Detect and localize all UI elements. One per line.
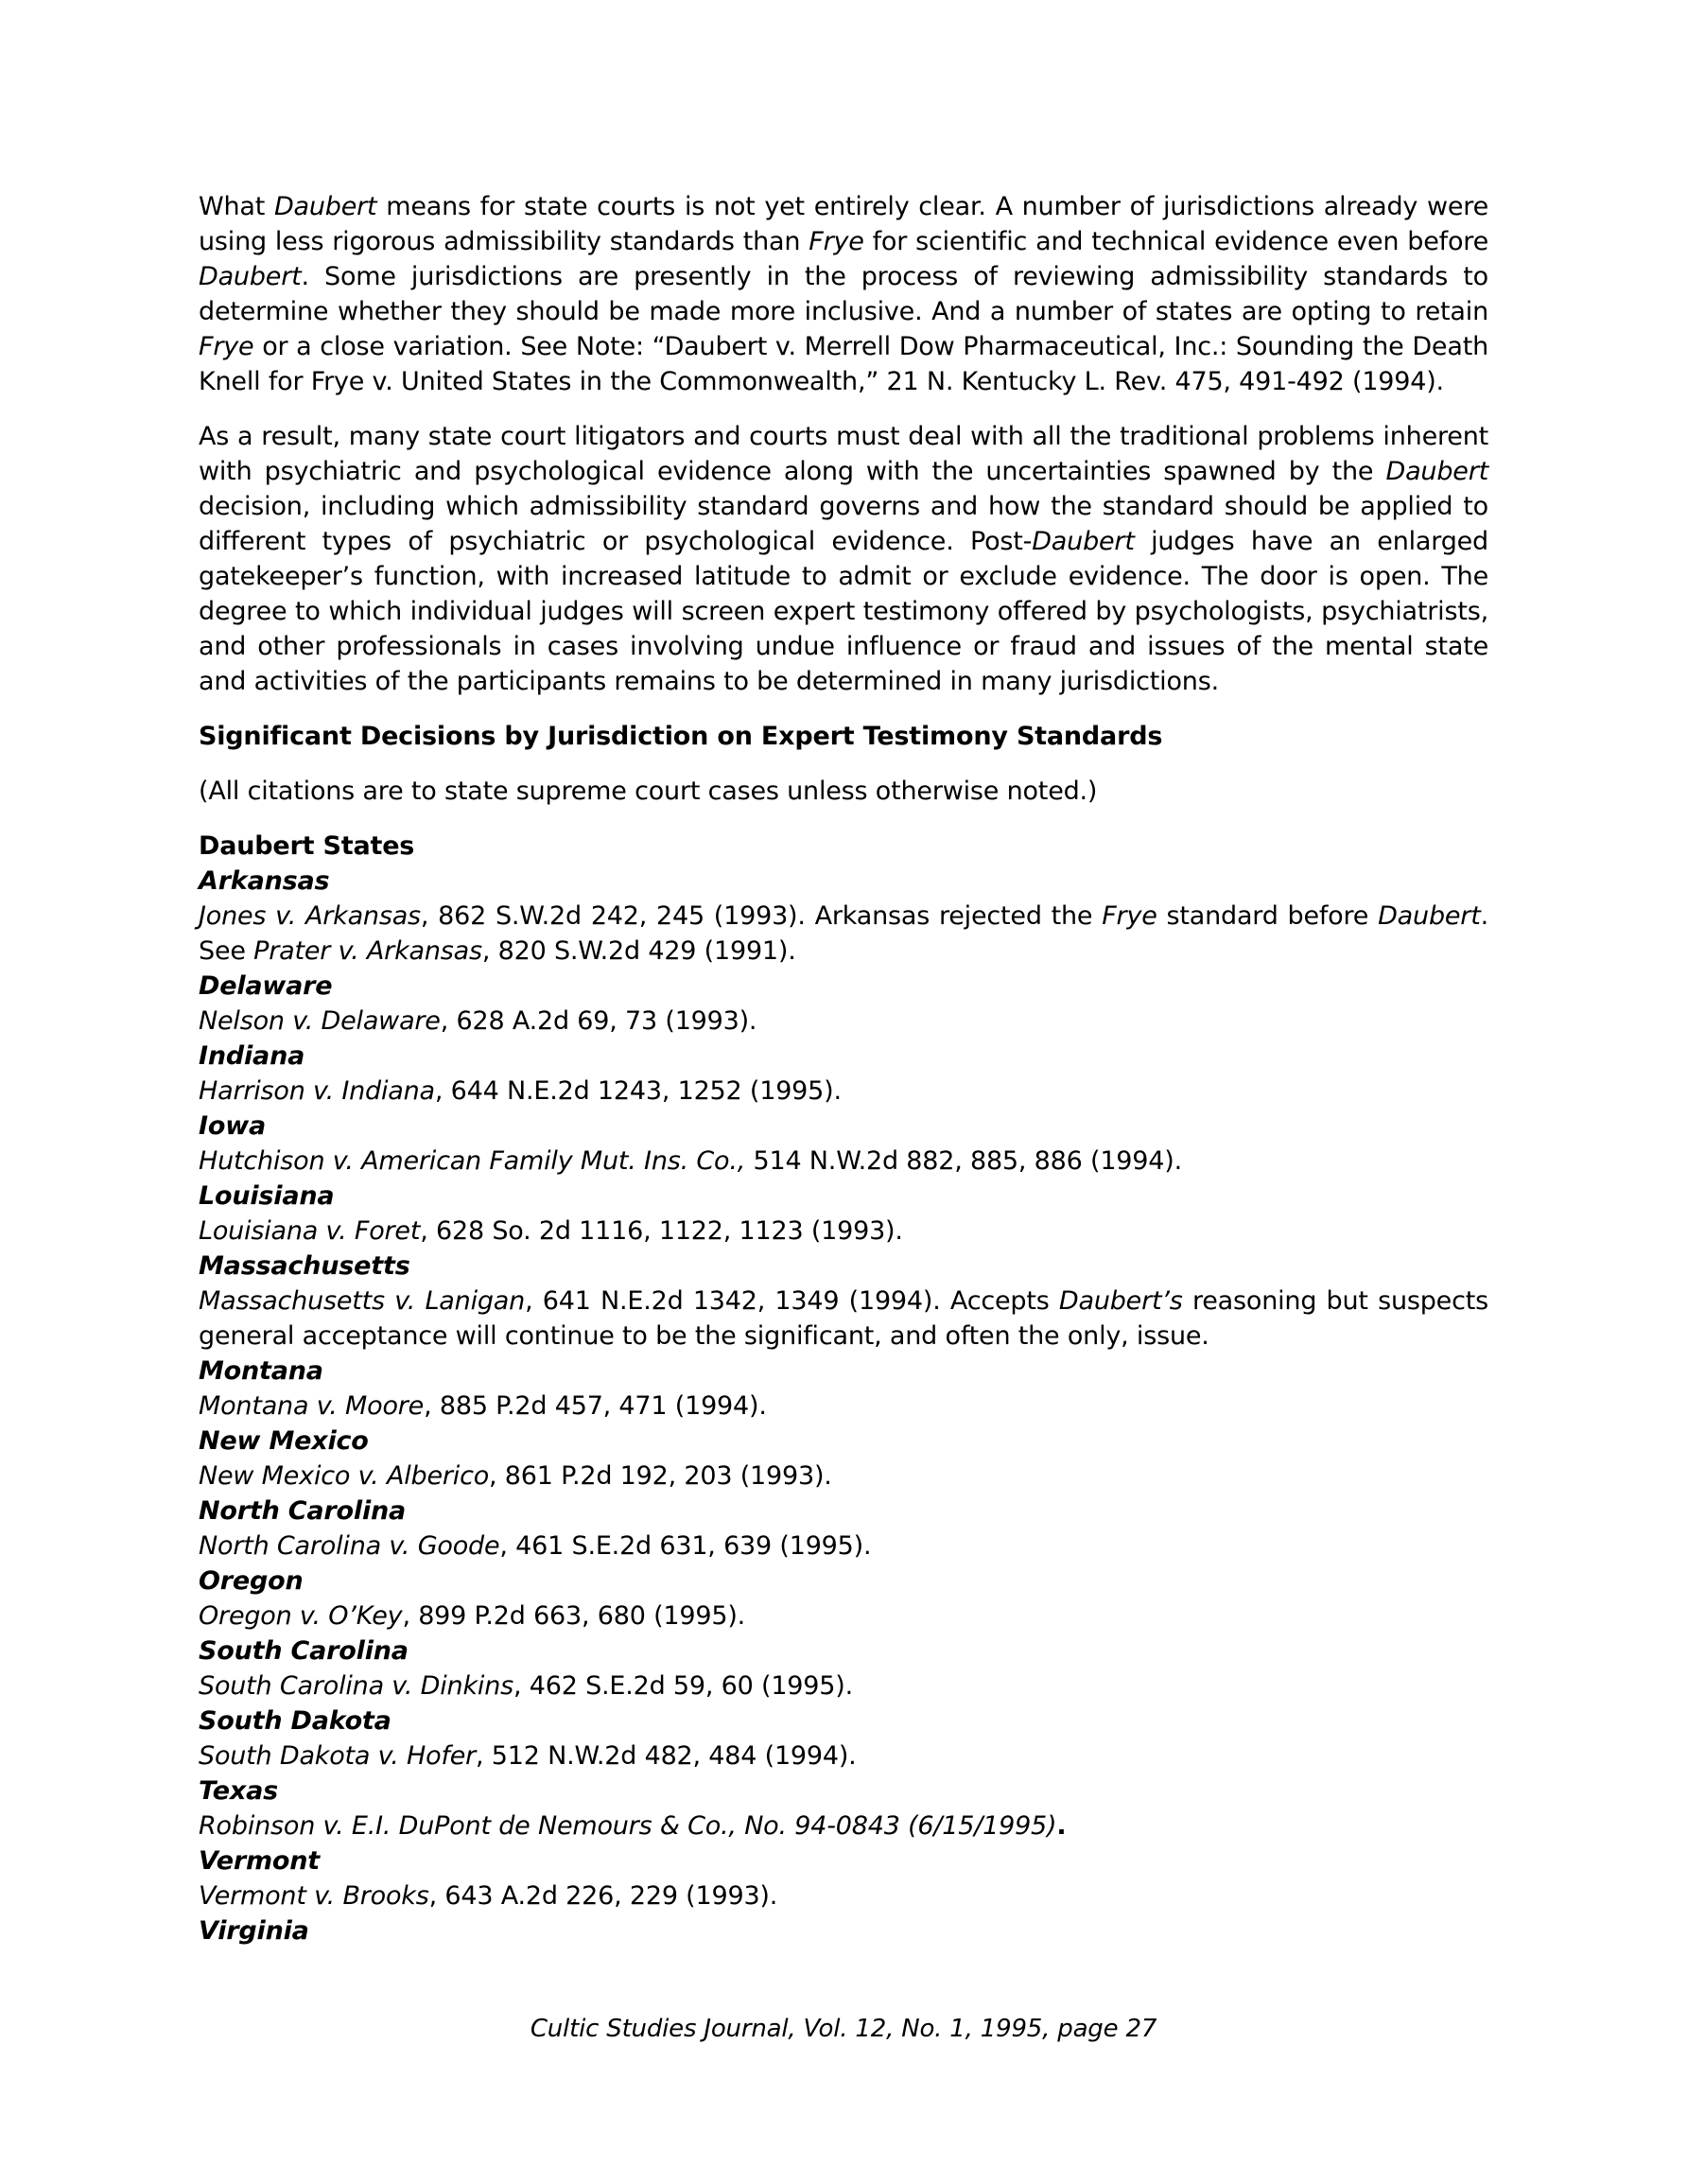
text-run: Daubert’s: [1058, 1286, 1183, 1316]
text-run: , 461 S.E.2d 631, 639 (1995).: [499, 1531, 872, 1561]
text-run: , 643 A.2d 226, 229 (1993).: [428, 1881, 778, 1911]
text-run: New Mexico: [199, 1426, 369, 1456]
text-run: , 885 P.2d 457, 471 (1994).: [424, 1391, 767, 1421]
section-heading: [199, 719, 1488, 754]
text-run: Montana v. Moore: [199, 1391, 425, 1421]
text-run: Daubert: [1032, 527, 1135, 556]
case-citation-oregon: [199, 1599, 1488, 1634]
text-run: .: [1056, 1811, 1067, 1841]
text-run: Virginia: [199, 1916, 309, 1946]
text-run: Significant Decisions by Jurisdiction on Expert Testimony Standards: [199, 722, 1163, 751]
text-run: Arkansas: [199, 866, 330, 896]
case-citation-louisiana: [199, 1214, 1488, 1249]
document-content: [199, 189, 1488, 1948]
text-run: . See: [199, 901, 1488, 966]
text-run: South Dakota v. Hofer: [199, 1741, 477, 1771]
text-run: Frye: [199, 332, 254, 361]
text-run: New Mexico v. Alberico: [199, 1461, 490, 1491]
text-run: , 641 N.E.2d 1342, 1349 (1994). Accepts: [525, 1286, 1059, 1316]
intro-paragraph-1: [199, 189, 1488, 399]
text-run: judges have an enlarged gatekeeper’s function, with increased latitude to admit or exclude evidence. The door is open. The degree to which individual judges will screen expert testimony offered by psychologists, psychiatrists, and other professionals in cases involving undue influence or fraud and issues of the mental state and activities of the participants remains to be determined in many jurisdictions.: [199, 527, 1488, 696]
text-run: Oregon: [199, 1566, 304, 1596]
text-run: Robinson v. E.I. DuPont de Nemours & Co., No. 94-0843 (6/15/1995): [199, 1811, 1057, 1841]
state-heading-oregon: [199, 1564, 1488, 1599]
text-run: North Carolina v. Goode: [199, 1531, 500, 1561]
state-heading-north-carolina: [199, 1494, 1488, 1529]
text-run: Harrison v. Indiana: [199, 1076, 435, 1106]
case-citation-arkansas: [199, 899, 1488, 969]
state-heading-south-dakota: [199, 1704, 1488, 1738]
state-heading-new-mexico: [199, 1424, 1488, 1459]
case-citation-south-dakota: [199, 1738, 1488, 1773]
case-citation-montana: [199, 1389, 1488, 1424]
state-heading-massachusetts: [199, 1249, 1488, 1284]
text-run: Daubert: [1385, 457, 1488, 486]
text-run: Nelson v. Delaware: [199, 1006, 441, 1036]
text-run: reasoning but suspects general acceptance will continue to be the significant, and often the only, issue.: [199, 1286, 1488, 1351]
text-run: standard before: [1157, 901, 1379, 931]
text-run: , 862 S.W.2d 242, 245 (1993). Arkansas rejected the: [420, 901, 1103, 931]
text-run: , 628 So. 2d 1116, 1122, 1123 (1993).: [420, 1216, 903, 1246]
text-run: , 644 N.E.2d 1243, 1252 (1995).: [434, 1076, 842, 1106]
text-run: Texas: [199, 1776, 278, 1806]
case-citation-delaware: [199, 1004, 1488, 1039]
text-run: Indiana: [199, 1041, 305, 1071]
text-run: South Carolina v. Dinkins: [199, 1671, 513, 1701]
text-run: Louisiana v. Foret: [199, 1216, 421, 1246]
text-run: or a close variation. See Note: “Daubert v. Merrell Dow Pharmaceutical, Inc.: Sounding the Death Knell for Frye v. United States in the Commonwealth,” 21 N. Kentucky L. Rev. 475, 491-492 (1994).: [199, 332, 1488, 396]
text-run: , 628 A.2d 69, 73 (1993).: [440, 1006, 757, 1036]
text-run: Jones v. Arkansas: [199, 901, 421, 931]
state-heading-iowa: [199, 1109, 1488, 1144]
text-run: Daubert: [1378, 901, 1481, 931]
text-run: . Some jurisdictions are presently in the process of reviewing admissibility standards to determine whether they should be made more inclusive. And a number of states are opting to retain: [199, 262, 1488, 326]
citation-note: [199, 774, 1488, 809]
case-citation-south-carolina: [199, 1669, 1488, 1704]
text-run: Daubert: [273, 192, 377, 221]
text-run: Montana: [199, 1356, 323, 1386]
text-run: , 899 P.2d 663, 680 (1995).: [402, 1601, 746, 1631]
state-heading-texas: [199, 1773, 1488, 1808]
text-run: As a result, many state court litigators and courts must deal with all the traditional problems inherent with psychiatric and psychological evidence along with the uncertainties spawned by the: [199, 422, 1488, 486]
state-heading-indiana: [199, 1039, 1488, 1074]
case-citation-iowa: [199, 1144, 1488, 1179]
state-heading-virginia: [199, 1913, 1488, 1948]
text-run: Daubert States: [199, 831, 415, 861]
text-run: , 820 S.W.2d 429 (1991).: [481, 936, 796, 966]
text-run: Prater v. Arkansas: [253, 936, 482, 966]
text-run: Delaware: [199, 971, 333, 1001]
text-run: 514 N.W.2d 882, 885, 886 (1994).: [745, 1146, 1182, 1176]
text-run: , 512 N.W.2d 482, 484 (1994).: [476, 1741, 857, 1771]
case-citation-north-carolina: [199, 1529, 1488, 1564]
text-run: means for state courts is not yet entirely clear. A number of jurisdictions already were using less rigorous admissibility standards than: [199, 192, 1488, 256]
state-heading-arkansas: [199, 864, 1488, 899]
text-run: Hutchison v. American Family Mut. Ins. Co.,: [199, 1146, 746, 1176]
daubert-states-heading: [199, 829, 1488, 864]
text-run: , 861 P.2d 192, 203 (1993).: [489, 1461, 832, 1491]
text-run: for scientific and technical evidence even before: [863, 227, 1488, 256]
page-footer: [0, 2013, 1687, 2045]
state-heading-delaware: [199, 969, 1488, 1004]
text-run: Louisiana: [199, 1181, 335, 1211]
text-run: Frye: [1102, 901, 1157, 931]
text-run: Massachusetts v. Lanigan: [199, 1286, 526, 1316]
text-run: Oregon v. O’Key: [199, 1601, 403, 1631]
state-heading-south-carolina: [199, 1634, 1488, 1669]
case-citation-vermont: [199, 1878, 1488, 1913]
state-heading-louisiana: [199, 1179, 1488, 1214]
case-citation-massachusetts: [199, 1284, 1488, 1354]
case-citation-texas: [199, 1808, 1488, 1843]
footer-citation: Cultic Studies Journal, Vol. 12, No. 1, 1995, page 27: [530, 2015, 1157, 2043]
intro-paragraph-2: [199, 419, 1488, 699]
text-run: Vermont v. Brooks: [199, 1881, 429, 1911]
text-run: Frye: [809, 227, 864, 256]
case-citation-indiana: [199, 1074, 1488, 1109]
text-run: decision, including which admissibility standard governs and how the standard should be applied to different types of psychiatric or psychological evidence. Post-: [199, 492, 1488, 556]
text-run: South Dakota: [199, 1706, 391, 1736]
text-run: South Carolina: [199, 1636, 409, 1666]
text-run: North Carolina: [199, 1496, 407, 1526]
text-run: Vermont: [199, 1846, 320, 1876]
text-run: Iowa: [199, 1111, 266, 1141]
text-run: What: [199, 192, 274, 221]
text-run: , 462 S.E.2d 59, 60 (1995).: [513, 1671, 853, 1701]
text-run: Massachusetts: [199, 1251, 410, 1281]
text-run: Daubert: [199, 262, 302, 291]
text-run: (All citations are to state supreme court cases unless otherwise noted.): [199, 777, 1098, 806]
case-citation-new-mexico: [199, 1459, 1488, 1494]
state-heading-vermont: [199, 1843, 1488, 1878]
state-heading-montana: [199, 1354, 1488, 1389]
